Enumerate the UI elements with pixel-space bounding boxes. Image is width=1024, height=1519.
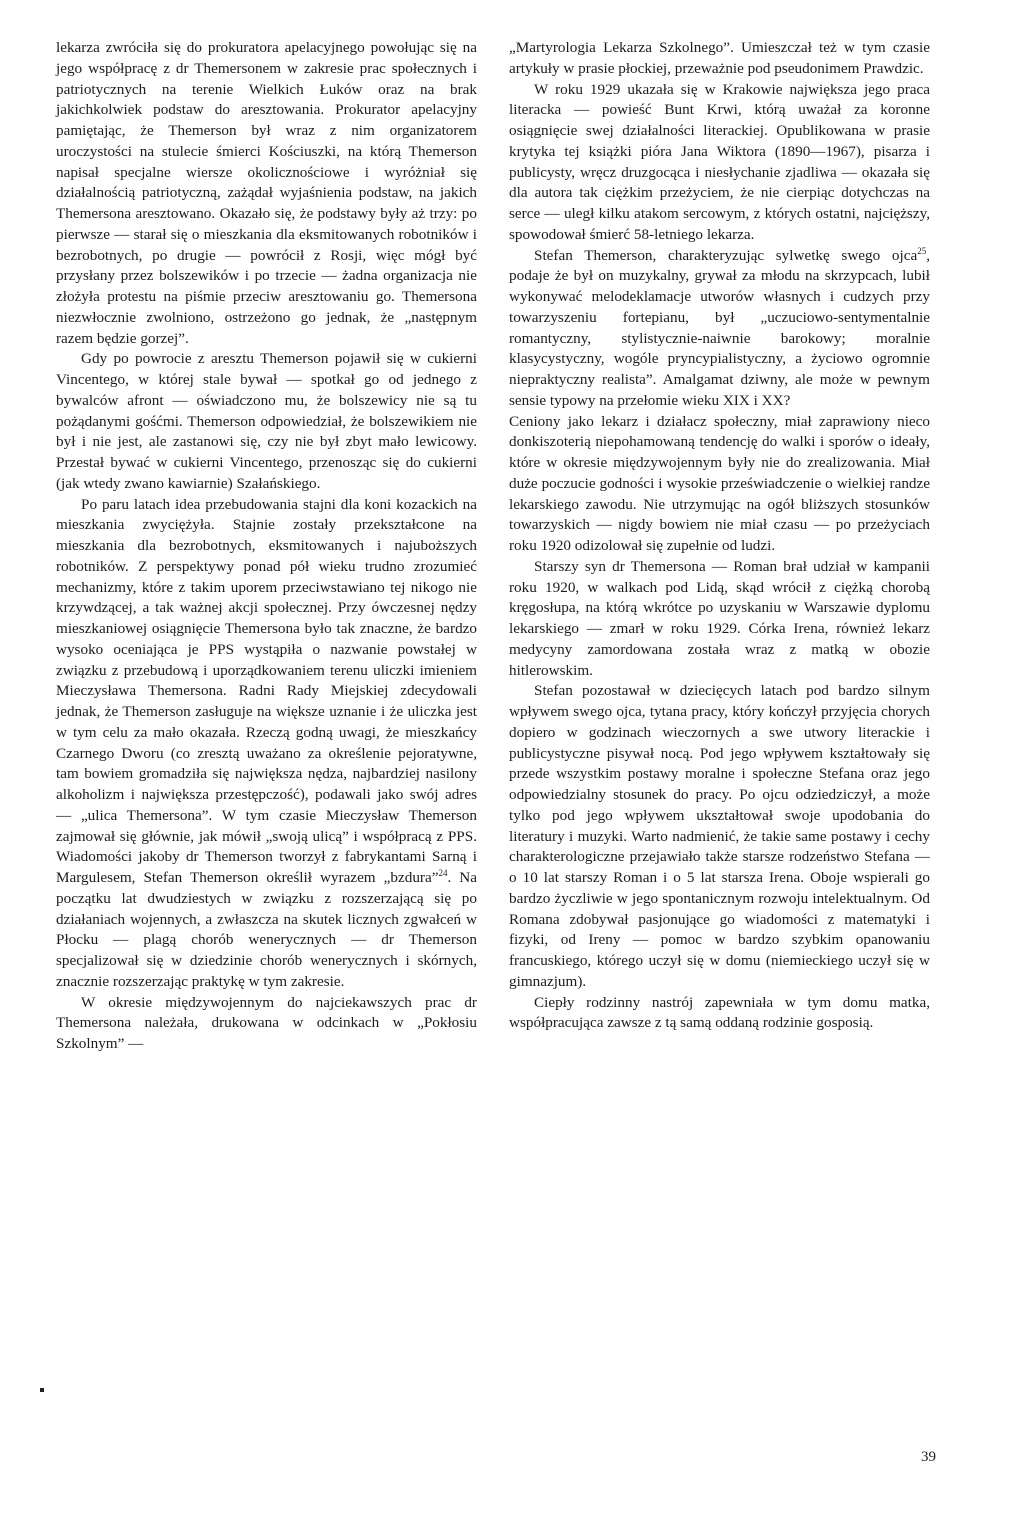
paragraph: Starszy syn dr Themersona — Roman brał udział w kampanii roku 1920, w walkach pod Lidą, skąd wrócił z ciężką chorobą kręgosłupa, na którą wkrótce po uzyskaniu w Warszawie dyplomu lekarskiego — zmarł w roku 1929. Córka Irena, również lekarz medycyny zamordowana została wraz z matką w obozie hitlerowskim. — [509, 557, 930, 679]
paragraph: Stefan pozostawał w dziecięcych latach pod bardzo silnym wpływem swego ojca, tytana pracy, który kończył przyjęcia chorych dopiero w godzinach wieczornych a swe utwory literackie i publicystyczne pisywał nocą. Pod jego wpływem kształtowały się przede wszystkim postawy moralne i społeczne Stefana oraz jego odpowiedzialny stosunek do pracy. Po ojcu odziedziczył, a może tylko pod jego wpływem ukształtował swoje upodobania do literatury i muzyki. Warto nadmienić, że takie same postawy i cechy charakterologiczne przejawiało także starsze rodzeństwo Stefana — o 10 lat starszy Roman i o 5 lat starsza Irena. Oboje wspierali go bardzo życzliwie w jego spontanicznym rozwoju intelektualnym. Od Romana zdobywał pasjonujące go wiadomości z matematyki i fizyki, od Ireny — pomoc w bardzo szybkim opanowaniu francuskiego, którego uczył się w domu (niemieckiego uczył się w gimnazjum). — [509, 682, 930, 990]
footnote-ref: 25 — [917, 245, 927, 256]
paragraph: Po paru latach idea przebudowania stajni dla koni kozackich na mieszkania zwyciężyła. Stajnie zostały przekształcone na mieszkania dla bezrobotnych, eksmitowanych i najuboższych robotników. Z perspektywy ponad pół wieku trudno zrozumieć mechanizmy, które z takim uporem przeciwstawiano tej nikogo nie krzywdzącej, a tak ważnej akcji społecznej. Przy ówczesnej nędzy mieszkaniowej osiągnięcie Themersona było tak znaczne, że bardzo wysoko oceniająca je PPS wystąpiła o nazwanie powstałej w związku z przebudową i uporządkowaniem terenu uliczki imieniem Mieczysława Themersona. Radni Rady Miejskiej zdecydowali jednak, że Themerson zasługuje na większe uznanie i że uliczka jest w tym celu za mało okazała. Rzeczą godną uwagi, że mieszkańcy Czarnego Dworu (co zresztą uważano za określenie pejoratywne, tam bowiem gromadziła się największa nędza, najbardziej nasilony alkoholizm i największa przestępczość), podawali jako swój adres — „ulica Themersona”. W tym czasie Mieczysław Themerson zajmował się głównie, jak mówił „swoją ulicą” i współpracą z PPS. Wiadomości jakoby dr Themerson tworzył z fabrykantami Sarną i Margulesem, Stefan Themerson określił wyrazem „bzdura”$^{24}$. Na początku lat dwudziestych w związku z rozszerzającą się po działaniach wojennych, a zwłaszcza na skutek licznych zgwałceń w Płocku — plagą chorób wenerycznych — dr Themerson specjalizował się w dziedzinie chorób wenerycznych i skórnych, znacznie rozszerzając praktykę w tym zakresie. — [56, 495, 477, 990]
right-column — [509, 38, 930, 1034]
paragraph: lekarza zwróciła się do prokuratora apelacyjnego powołując się na jego współpracę z dr Themersonem w zakresie prac społecznych i patriotycznych na terenie Wielkich Łuków oraz na brak jakichkolwiek podstaw do aresztowania. Prokurator apelacyjny pamiętając, że Themerson był wraz z nim organizatorem uroczystości na stulecie śmierci Kościuszki, na którą Themerson napisał specjalne wiersze okolicznościowe i wyróżniał się działalnością patriotyczną, zażądał wyjaśnienia podstaw, na jakich Themersona aresztowano. Okazało się, że podstawy były aż trzy: po pierwsze — starał się o mieszkania dla eksmitowanych robotników i bezrobotnych, po drugie — powrócił z Rosji, więc mógł być przysłany przez bolszewików i po trzecie — żadna organizacja nie złożyła protestu na piśmie przeciw aresztowaniu go. Themersona niezwłocznie zwolniono, ostrzeżono go jednak, że „następnym razem będzie gorzej”. — [56, 39, 477, 347]
paragraph: W okresie międzywojennym do najciekawszych prac dr Themersona należała, drukowana w odcinkach w „Pokłosiu Szkolnym” — — [56, 993, 477, 1052]
paragraph: Ciepły rodzinny nastrój zapewniała w tym domu matka, współpracująca zawsze z tą samą oddaną rodzinie gosposią. — [509, 993, 930, 1032]
paragraph: Stefan Themerson, charakteryzując sylwetkę swego ojca$^{25}$, podaje że był on muzykalny, grywał za młodu na skrzypcach, lubił wykonywać melodeklamacje utworów własnych i cudzych przy towarzyszeniu fortepianu, był „uczuciowo-sentymentalnie romantyczny, stylistycznie-naiwnie barokowy; moralnie klasycystyczny, wogóle pryncypialistyczny, a życiowo ogromnie niepraktyczny realista”. Amalgamat dziwny, ale może w pewnym sensie typowy na przełomie wieku XIX i XX? — [509, 245, 930, 409]
footnote-ref: 24 — [438, 868, 448, 878]
left-column — [56, 38, 477, 1055]
margin-mark — [40, 1388, 44, 1392]
page-number: 39 — [921, 1449, 936, 1465]
paragraph: Gdy po powrocie z aresztu Themerson pojawił się w cukierni Vincentego, w której stale bywał — spotkał go od jednego z bywalców afront — oświadczono mu, że bolszewicy nie są tu pożądanymi gośćmi. Themerson odpowiedział, że bolszewikiem nie był i nie jest, ale zastanowi się, czy nie był zbyt mało lewicowy. Przestał bywać w cukierni Vincentego, przenosząc się do cukierni (jak wtedy zwano kawiarnie) Szałańskiego. — [56, 350, 477, 492]
paragraph: „Martyrologia Lekarza Szkolnego”. Umieszczał też w tym czasie artykuły w prasie płockiej, przeważnie pod pseudonimem Prawdzic. — [509, 39, 930, 77]
paragraph: W roku 1929 ukazała się w Krakowie największa jego praca literacka — powieść Bunt Krwi, którą uważał za koronne osiągnięcie swej działalności literackiej. Opublikowana w prasie krytyka tej książki pióra Jana Wiktora (1890—1967), pisarza i publicysty, wręcz druzgocąca i niesłychanie zjadliwa — okazała się dla autora tak ciężkim przeżyciem, że nie cierpiąc dotychczas na serce — uległ kilku atakom sercowym, z których ostatni, najcięższy, spowodował śmierć 58-letniego lekarza. — [509, 80, 930, 243]
paragraph: Ceniony jako lekarz i działacz społeczny, miał zaprawiony nieco donkiszoterią niepohamowaną tendencję do walki i sporów o ideały, które w okresie międzywojennym były nie do zrealizowania. Miał duże poczucie godności i wysokie przeświadczenie o wielkiej randze lekarskiego zawodu. Nie utrzymując na ogół bliższych stosunków towarzyskich — nigdy bowiem nie miał czasu — po przeżyciach roku 1920 odizolował się zupełnie od ludzi. — [509, 412, 930, 554]
